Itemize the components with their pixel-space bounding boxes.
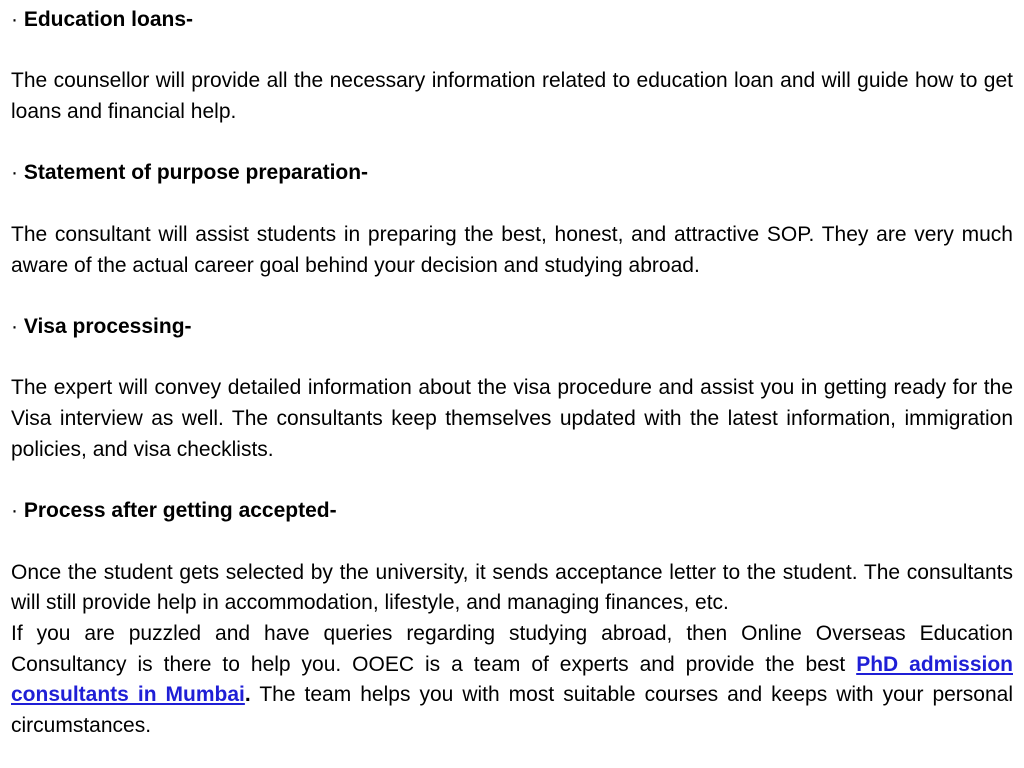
bullet: · [11, 499, 18, 523]
heading-text: Process after getting accepted- [23, 499, 337, 523]
spacer [11, 465, 1013, 496]
section-heading-visa-processing [11, 312, 1013, 343]
section-heading-statement-of-purpose [11, 158, 1013, 189]
bullet: · [11, 8, 18, 31]
section-body-process-after-accepted: Once the student gets selected by the university, it sends acceptance letter to the student. The consultants will still provide help in accommodation, lifestyle, and managing finances, etc. [11, 560, 1013, 615]
section-body-education-loans: The counsellor will provide all the necessary information related to education loan and will guide how to get loans and financial help. [11, 69, 1013, 124]
bullet: · [11, 161, 18, 185]
spacer [11, 527, 1013, 558]
spacer [11, 343, 1013, 374]
heading-text: Visa processing- [23, 314, 192, 338]
section-body-statement-of-purpose: The consultant will assist students in preparing the best, honest, and attractive SOP. They are very much aware of the actual career goal behind your decision and studying abroad. [11, 222, 1013, 277]
section-heading-process-after-accepted [11, 496, 1013, 527]
section-heading-education-loans [11, 5, 1013, 36]
section-body-visa-processing: The expert will convey detailed information about the visa procedure and assist you in getting ready for the Visa interview as well. The consultants keep themselves updated with the latest information, immigration policies, and visa checklists. [11, 376, 1013, 461]
spacer [11, 189, 1013, 220]
heading-text: Statement of purpose preparation- [23, 161, 369, 185]
closing-text-after: The team helps you with most suitable courses and keeps with your personal circumstances. [11, 683, 1014, 738]
closing-period: . [244, 683, 251, 707]
spacer [11, 281, 1013, 312]
closing-text-before: If you are puzzled and have queries regarding studying abroad, then Online Overseas Education Consultancy is there to help you. OOEC is a team of experts and provide the best [11, 621, 1013, 676]
heading-text: Education loans- [23, 8, 194, 31]
document-page [11, 5, 1013, 742]
spacer [11, 128, 1013, 159]
phd-admission-consultants-link[interactable]: PhD admission consultants in Mumbai [11, 652, 1013, 707]
closing-paragraph [11, 619, 1013, 742]
bullet: · [11, 314, 18, 338]
spacer [11, 36, 1013, 67]
